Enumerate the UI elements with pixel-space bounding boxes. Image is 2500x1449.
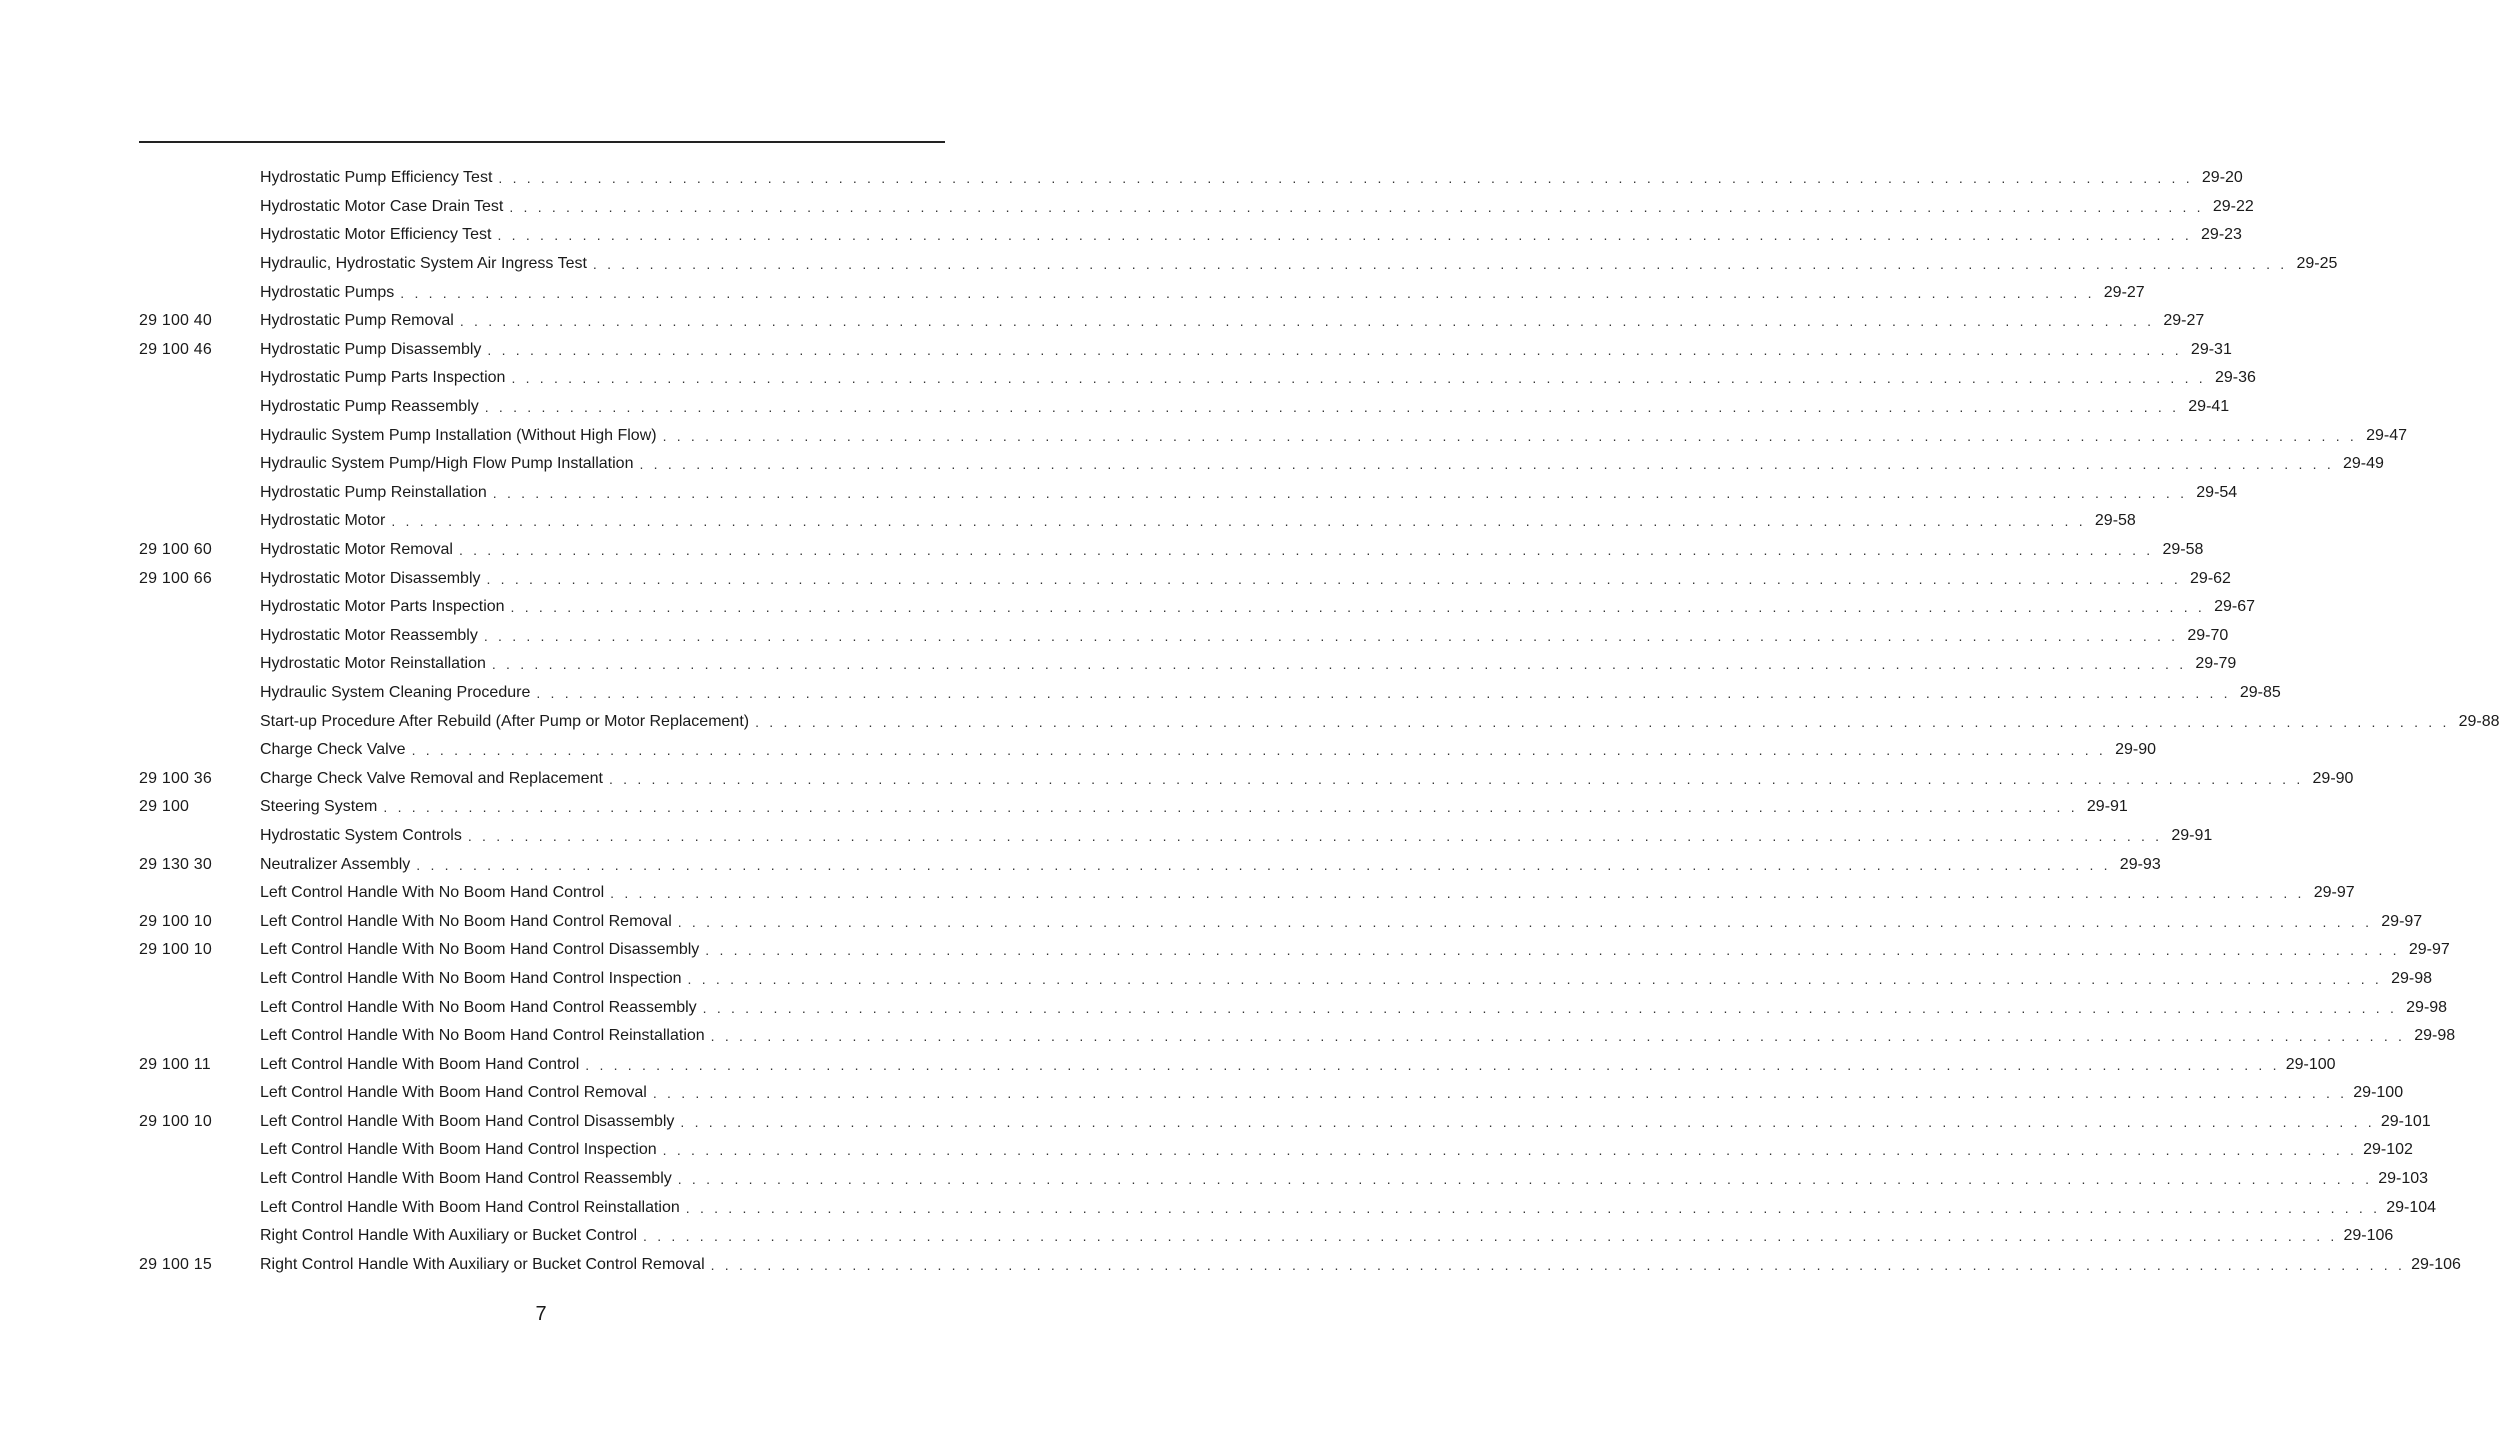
toc-entry[interactable] xyxy=(139,250,2338,279)
toc-entry[interactable] xyxy=(139,536,2204,565)
toc-entry[interactable] xyxy=(139,1136,2413,1165)
toc-entry-title[interactable]: Hydrostatic Motor Removal xyxy=(260,541,453,559)
toc-entry-title[interactable]: Hydraulic System Pump/High Flow Pump Installation xyxy=(260,455,634,473)
toc-entry-code: 29 100 xyxy=(139,798,190,816)
toc-entry-page[interactable]: 29-106 xyxy=(2411,1255,2461,1273)
toc-entry-page[interactable]: 29-20 xyxy=(2201,169,2243,187)
toc-entry-page[interactable]: 29-100 xyxy=(2285,1055,2336,1073)
toc-entry[interactable] xyxy=(139,1165,2429,1194)
toc-entry-dot-leader: . . . . . . . . . . . . . . . . . . . . . . . . . . . . . . . . . . . . . . . . . . . . . . . . . . . . . . . . . . . . . . . . . . . . . . . . . . . . . . . . . . . . . . . . . . . . . . . . . . . . . . . . . . . . . . . . . . . . . . . . xyxy=(416,856,2111,873)
toc-entry-code: 29 100 10 xyxy=(139,941,212,959)
toc-entry-page[interactable]: 29-62 xyxy=(2190,569,2231,587)
toc-entry-code: 29 100 66 xyxy=(139,569,212,587)
toc-entry-code: 29 100 40 xyxy=(139,312,212,330)
toc-entry[interactable] xyxy=(139,564,2231,593)
toc-entry-page[interactable]: 29-58 xyxy=(2094,512,2136,530)
toc-entry-dot-leader: . . . . . . . . . . . . . . . . . . . . . . . . . . . . . . . . . . . . . . . . . . . . . . . . . . . . . . . . . . . . . . . . . . . . . . . . . . . . . . . . . . . . . . . . . . . . . . . . . . . . . . . . . . . . . . . . . . . . . . . . xyxy=(511,370,2206,387)
toc-entry[interactable] xyxy=(139,707,2500,736)
toc-entry-page[interactable]: 29-41 xyxy=(2188,398,2230,416)
toc-entry[interactable] xyxy=(139,1193,2437,1222)
toc-entry-page[interactable]: 29-101 xyxy=(2380,1112,2431,1130)
toc-entry-page[interactable]: 29-98 xyxy=(2414,1027,2456,1045)
toc-entry-page[interactable]: 29-103 xyxy=(2378,1170,2429,1188)
toc-entry[interactable] xyxy=(139,421,2408,450)
toc-entry-title[interactable]: Hydrostatic Pump Parts Inspection xyxy=(260,369,506,387)
toc-entry[interactable] xyxy=(139,965,2432,994)
toc-entry-page[interactable]: 29-98 xyxy=(2391,969,2432,987)
toc-entry-title[interactable]: Neutralizer Assembly xyxy=(260,855,411,873)
toc-entry-title[interactable]: Left Control Handle With Boom Hand Control xyxy=(260,1055,580,1073)
toc-entry-code: 29 100 36 xyxy=(139,769,212,787)
top-rule xyxy=(139,141,945,143)
toc-entry-title[interactable]: Left Control Handle With Boom Hand Control Inspection xyxy=(260,1141,657,1159)
toc-entry-dot-leader: . . . . . . . . . . . . . . . . . . . . . . . . . . . . . . . . . . . . . . . . . . . . . . . . . . . . . . . . . . . . . . . . . . . . . . . . . . . . . . . . . . . . . . . . . . . . . . . . . . . . . . . . . . . . . . . . . . . . . . . . xyxy=(487,341,2182,358)
toc-entry-page[interactable]: 29-90 xyxy=(2312,769,2354,787)
toc-entry-page[interactable]: 29-27 xyxy=(2163,312,2205,330)
toc-entry-dot-leader: . . . . . . . . . . . . . . . . . . . . . . . . . . . . . . . . . . . . . . . . . . . . . . . . . . . . . . . . . . . . . . . . . . . . . . . . . . . . . . . . . . . . . . . . . . . . . . . . . . . . . . . . . . . . . . . . . . . . . . . . xyxy=(383,799,2078,816)
toc-entry-page[interactable]: 29-27 xyxy=(2103,283,2145,301)
toc-entry[interactable] xyxy=(139,850,2161,879)
toc-entry[interactable] xyxy=(139,1079,2404,1108)
toc-entry-page[interactable]: 29-93 xyxy=(2119,855,2161,873)
toc-entry[interactable] xyxy=(139,936,2450,965)
toc-entry[interactable] xyxy=(139,393,2230,422)
toc-entry-page[interactable]: 29-90 xyxy=(2115,741,2156,759)
toc-entry[interactable] xyxy=(139,479,2238,508)
page-number: 7 xyxy=(535,1303,547,1325)
toc-entry-dot-leader: . . . . . . . . . . . . . . . . . . . . . . . . . . . . . . . . . . . . . . . . . . . . . . . . . . . . . . . . . . . . . . . . . . . . . . . . . . . . . . . . . . . . . . . . . . . . . . . . . . . . . . . . . . . . . . . . . . . . . . . . xyxy=(677,1171,2373,1188)
toc-entry-title[interactable]: Left Control Handle With No Boom Hand Control Removal xyxy=(260,912,672,930)
toc-entry-page[interactable]: 29-22 xyxy=(2212,197,2254,215)
toc-entry-page[interactable]: 29-91 xyxy=(2171,826,2213,844)
toc-entry-page[interactable]: 29-70 xyxy=(2187,626,2229,644)
toc-entry-code: 29 100 11 xyxy=(139,1055,211,1073)
toc-entry[interactable] xyxy=(139,450,2384,479)
toc-entry-dot-leader: . . . . . . . . . . . . . . . . . . . . . . . . . . . . . . . . . . . . . . . . . . . . . . . . . . . . . . . . . . . . . . . . . . . . . . . . . . . . . . . . . . . . . . . . . . . . . . . . . . . . . . . . . . . . . . . . . . . . . . . . xyxy=(510,599,2205,616)
toc-entry-dot-leader: . . . . . . . . . . . . . . . . . . . . . . . . . . . . . . . . . . . . . . . . . . . . . . . . . . . . . . . . . . . . . . . . . . . . . . . . . . . . . . . . . . . . . . . . . . . . . . . . . . . . . . . . . . . . . . . . . . . . . . . . xyxy=(710,1028,2406,1045)
toc-entry-dot-leader: . . . . . . . . . . . . . . . . . . . . . . . . . . . . . . . . . . . . . . . . . . . . . . . . . . . . . . . . . . . . . . . . . . . . . . . . . . . . . . . . . . . . . . . . . . . . . . . . . . . . . . . . . . . . . . . . . . . . . . . . xyxy=(491,656,2187,673)
toc-entry-title[interactable]: Charge Check Valve Removal and Replacement xyxy=(260,769,603,787)
toc-entry-code: 29 100 60 xyxy=(139,541,212,559)
toc-entry-page[interactable]: 29-98 xyxy=(2406,998,2448,1016)
toc-entry-dot-leader: . . . . . . . . . . . . . . . . . . . . . . . . . . . . . . . . . . . . . . . . . . . . . . . . . . . . . . . . . . . . . . . . . . . . . . . . . . . . . . . . . . . . . . . . . . . . . . . . . . . . . . . . . . . . . . . . . . . . . . . . xyxy=(639,456,2334,473)
toc-entry-dot-leader: . . . . . . . . . . . . . . . . . . . . . . . . . . . . . . . . . . . . . . . . . . . . . . . . . . . . . . . . . . . . . . . . . . . . . . . . . . . . . . . . . . . . . . . . . . . . . . . . . . . . . . . . . . . . . . . . . . . . . . . . xyxy=(662,427,2358,444)
toc-entry-title[interactable]: Start-up Procedure After Rebuild (After Pump or Motor Replacement) xyxy=(260,712,750,730)
toc-entry[interactable] xyxy=(139,193,2254,222)
toc-entry-title[interactable]: Right Control Handle With Auxiliary or Bucket Control xyxy=(260,1227,638,1245)
toc-entry-dot-leader: . . . . . . . . . . . . . . . . . . . . . . . . . . . . . . . . . . . . . . . . . . . . . . . . . . . . . . . . . . . . . . . . . . . . . . . . . . . . . . . . . . . . . . . . . . . . . . . . . . . . . . . . . . . . . . . . . . . . . . . . xyxy=(680,1113,2375,1130)
toc-entry-page[interactable]: 29-104 xyxy=(2386,1198,2437,1216)
toc-entry-page[interactable]: 29-100 xyxy=(2353,1084,2404,1102)
toc-entry-dot-leader: . . . . . . . . . . . . . . . . . . . . . . . . . . . . . . . . . . . . . . . . . . . . . . . . . . . . . . . . . . . . . . . . . . . . . . . . . . . . . . . . . . . . . . . . . . . . . . . . . . . . . . . . . . . . . . . . . . . . . . . . xyxy=(610,885,2305,902)
toc-entry-title[interactable]: Hydrostatic Motor Reinstallation xyxy=(260,655,486,673)
toc-entry-dot-leader: . . . . . . . . . . . . . . . . . . . . . . . . . . . . . . . . . . . . . . . . . . . . . . . . . . . . . . . . . . . . . . . . . . . . . . . . . . . . . . . . . . . . . . . . . . . . . . . . . . . . . . . . . . . . . . . . . . . . . . . . xyxy=(609,770,2304,787)
toc-entry-page[interactable]: 29-25 xyxy=(2296,255,2338,273)
toc-entry-title[interactable]: Hydrostatic System Controls xyxy=(260,826,462,844)
toc-entry-title[interactable]: Hydraulic System Cleaning Procedure xyxy=(260,683,531,701)
toc-entry-page[interactable]: 29-36 xyxy=(2214,369,2256,387)
toc-entry-page[interactable]: 29-49 xyxy=(2343,455,2384,473)
toc-entry-dot-leader: . . . . . . . . . . . . . . . . . . . . . . . . . . . . . . . . . . . . . . . . . . . . . . . . . . . . . . . . . . . . . . . . . . . . . . . . . . . . . . . . . . . . . . . . . . . . . . . . . . . . . . . . . . . . . . . . . . . . . . . . xyxy=(509,198,2204,215)
toc-entry-title[interactable]: Hydraulic, Hydrostatic System Air Ingress Test xyxy=(260,255,587,273)
toc-entry-title[interactable]: Hydrostatic Pump Reassembly xyxy=(260,398,479,416)
toc-entry[interactable] xyxy=(139,507,2136,536)
toc-entry-title[interactable]: Left Control Handle With Boom Hand Control Reassembly xyxy=(260,1170,672,1188)
toc-entry-dot-leader: . . . . . . . . . . . . . . . . . . . . . . . . . . . . . . . . . . . . . . . . . . . . . . . . . . . . . . . . . . . . . . . . . . . . . . . . . . . . . . . . . . . . . . . . . . . . . . . . . . . . . . . . . . . . . . . . . . . . . . . . xyxy=(702,999,2398,1016)
toc-entry-title[interactable]: Hydrostatic Pump Disassembly xyxy=(260,340,482,358)
toc-entry-code: 29 100 15 xyxy=(139,1255,212,1273)
toc-entry-dot-leader: . . . . . . . . . . . . . . . . . . . . . . . . . . . . . . . . . . . . . . . . . . . . . . . . . . . . . . . . . . . . . . . . . . . . . . . . . . . . . . . . . . . . . . . . . . . . . . . . . . . . . . . . . . . . . . . . . . . . . . . . xyxy=(498,170,2193,187)
toc-entry[interactable] xyxy=(139,679,2281,708)
toc-entry-dot-leader: . . . . . . . . . . . . . . . . . . . . . . . . . . . . . . . . . . . . . . . . . . . . . . . . . . . . . . . . . . . . . . . . . . . . . . . . . . . . . . . . . . . . . . . . . . . . . . . . . . . . . . . . . . . . . . . . . . . . . . . . xyxy=(592,256,2288,273)
toc-entry[interactable] xyxy=(139,879,2355,908)
toc-entry-page[interactable]: 29-58 xyxy=(2162,541,2204,559)
toc-entry-dot-leader: . . . . . . . . . . . . . . . . . . . . . . . . . . . . . . . . . . . . . . . . . . . . . . . . . . . . . . . . . . . . . . . . . . . . . . . . . . . . . . . . . . . . . . . . . . . . . . . . . . . . . . . . . . . . . . . . . . . . . . . . xyxy=(483,627,2179,644)
toc-entry-page[interactable]: 29-97 xyxy=(2313,884,2355,902)
toc-entry-title[interactable]: Left Control Handle With No Boom Hand Control Reinstallation xyxy=(260,1027,705,1045)
toc-entry-dot-leader: . . . . . . . . . . . . . . . . . . . . . . . . . . . . . . . . . . . . . . . . . . . . . . . . . . . . . . . . . . . . . . . . . . . . . . . . . . . . . . . . . . . . . . . . . . . . . . . . . . . . . . . . . . . . . . . . . . . . . . . . xyxy=(643,1228,2338,1245)
toc-entry-dot-leader: . . . . . . . . . . . . . . . . . . . . . . . . . . . . . . . . . . . . . . . . . . . . . . . . . . . . . . . . . . . . . . . . . . . . . . . . . . . . . . . . . . . . . . . . . . . . . . . . . . . . . . . . . . . . . . . . . . . . . . . . xyxy=(685,1199,2381,1216)
toc-entry-page[interactable]: 29-106 xyxy=(2343,1227,2394,1245)
toc-entry-dot-leader: . . . . . . . . . . . . . . . . . . . . . . . . . . . . . . . . . . . . . . . . . . . . . . . . . . . . . . . . . . . . . . . . . . . . . . . . . . . . . . . . . . . . . . . . . . . . . . . . . . . . . . . . . . . . . . . . . . . . . . . . xyxy=(705,942,2400,959)
toc-entry-dot-leader: . . . . . . . . . . . . . . . . . . . . . . . . . . . . . . . . . . . . . . . . . . . . . . . . . . . . . . . . . . . . . . . . . . . . . . . . . . . . . . . . . . . . . . . . . . . . . . . . . . . . . . . . . . . . . . . . . . . . . . . . xyxy=(467,827,2163,844)
toc-entry-title[interactable]: Hydrostatic Motor xyxy=(260,512,386,530)
toc-entry-title[interactable]: Left Control Handle With No Boom Hand Control Inspection xyxy=(260,969,682,987)
toc-entry-title[interactable]: Left Control Handle With No Boom Hand Control xyxy=(260,884,605,902)
toc-entry-title[interactable]: Hydrostatic Motor Efficiency Test xyxy=(260,226,492,244)
toc-entry[interactable] xyxy=(139,907,2423,936)
toc-entry-title[interactable]: Left Control Handle With Boom Hand Control Disassembly xyxy=(260,1112,675,1130)
toc-entry-page[interactable]: 29-102 xyxy=(2363,1141,2413,1159)
toc-entry-title[interactable]: Hydraulic System Pump Installation (Without High Flow) xyxy=(260,426,657,444)
toc-entry[interactable] xyxy=(139,221,2242,250)
toc-entry-code: 29 130 30 xyxy=(139,855,212,873)
toc-entry-page[interactable]: 29-97 xyxy=(2381,912,2423,930)
toc-entry[interactable] xyxy=(139,336,2232,365)
toc-entry-dot-leader: . . . . . . . . . . . . . . . . . . . . . . . . . . . . . . . . . . . . . . . . . . . . . . . . . . . . . . . . . . . . . . . . . . . . . . . . . . . . . . . . . . . . . . . . . . . . . . . . . . . . . . . . . . . . . . . . . . . . . . . . xyxy=(486,570,2181,587)
toc-entry-title[interactable]: Steering System xyxy=(260,798,378,816)
toc-entry[interactable] xyxy=(139,1108,2431,1137)
toc-entry-dot-leader: . . . . . . . . . . . . . . . . . . . . . . . . . . . . . . . . . . . . . . . . . . . . . . . . . . . . . . . . . . . . . . . . . . . . . . . . . . . . . . . . . . . . . . . . . . . . . . . . . . . . . . . . . . . . . . . . . . . . . . . . xyxy=(459,313,2155,330)
toc-entry-title[interactable]: Hydrostatic Pump Efficiency Test xyxy=(260,169,493,187)
toc-entry-title[interactable]: Right Control Handle With Auxiliary or Bucket Control Removal xyxy=(260,1255,705,1273)
toc-entry-title[interactable]: Hydrostatic Motor Disassembly xyxy=(260,569,481,587)
toc-entry-title[interactable]: Hydrostatic Motor Parts Inspection xyxy=(260,598,505,616)
toc-entry[interactable] xyxy=(139,593,2255,622)
toc-entry-dot-leader: . . . . . . . . . . . . . . . . . . . . . . . . . . . . . . . . . . . . . . . . . . . . . . . . . . . . . . . . . . . . . . . . . . . . . . . . . . . . . . . . . . . . . . . . . . . . . . . . . . . . . . . . . . . . . . . . . . . . . . . . xyxy=(536,684,2231,701)
toc-entry-page[interactable]: 29-91 xyxy=(2086,798,2128,816)
toc-entry-dot-leader: . . . . . . . . . . . . . . . . . . . . . . . . . . . . . . . . . . . . . . . . . . . . . . . . . . . . . . . . . . . . . . . . . . . . . . . . . . . . . . . . . . . . . . . . . . . . . . . . . . . . . . . . . . . . . . . . . . . . . . . . xyxy=(411,742,2106,759)
toc-entry[interactable] xyxy=(139,822,2213,851)
toc-entry[interactable] xyxy=(139,1022,2456,1051)
toc-entry[interactable] xyxy=(139,736,2156,765)
toc-entry-title[interactable]: Hydrostatic Pump Removal xyxy=(260,312,454,330)
toc-entry-page[interactable]: 29-54 xyxy=(2196,483,2238,501)
toc-entry-page[interactable]: 29-47 xyxy=(2366,426,2408,444)
toc-entry-title[interactable]: Left Control Handle With No Boom Hand Control Reassembly xyxy=(260,998,697,1016)
toc-entry-title[interactable]: Left Control Handle With Boom Hand Control Reinstallation xyxy=(260,1198,680,1216)
toc-entry[interactable] xyxy=(139,307,2205,336)
toc-entry-dot-leader: . . . . . . . . . . . . . . . . . . . . . . . . . . . . . . . . . . . . . . . . . . . . . . . . . . . . . . . . . . . . . . . . . . . . . . . . . . . . . . . . . . . . . . . . . . . . . . . . . . . . . . . . . . . . . . . . . . . . . . . . xyxy=(492,484,2188,501)
toc-entry[interactable] xyxy=(139,1050,2336,1079)
toc-entry-page[interactable]: 29-79 xyxy=(2195,655,2237,673)
toc-entry[interactable] xyxy=(139,764,2354,793)
toc-entry-dot-leader: . . . . . . . . . . . . . . . . . . . . . . . . . . . . . . . . . . . . . . . . . . . . . . . . . . . . . . . . . . . . . . . . . . . . . . . . . . . . . . . . . . . . . . . . . . . . . . . . . . . . . . . . . . . . . . . . . . . . . . . . xyxy=(585,1056,2280,1073)
toc-entry-title[interactable]: Hydrostatic Motor Reassembly xyxy=(260,626,478,644)
toc-entry-dot-leader: . . . . . . . . . . . . . . . . . . . . . . . . . . . . . . . . . . . . . . . . . . . . . . . . . . . . . . . . . . . . . . . . . . . . . . . . . . . . . . . . . . . . . . . . . . . . . . . . . . . . . . . . . . . . . . . . . . . . . . . . xyxy=(497,227,2192,244)
toc-entry-dot-leader: . . . . . . . . . . . . . . . . . . . . . . . . . . . . . . . . . . . . . . . . . . . . . . . . . . . . . . . . . . . . . . . . . . . . . . . . . . . . . . . . . . . . . . . . . . . . . . . . . . . . . . . . . . . . . . . . . . . . . . . . xyxy=(652,1085,2348,1102)
toc-entry-page[interactable]: 29-67 xyxy=(2214,598,2255,616)
toc-entry-dot-leader: . . . . . . . . . . . . . . . . . . . . . . . . . . . . . . . . . . . . . . . . . . . . . . . . . . . . . . . . . . . . . . . . . . . . . . . . . . . . . . . . . . . . . . . . . . . . . . . . . . . . . . . . . . . . . . . . . . . . . . . . xyxy=(755,713,2450,730)
toc-entry[interactable] xyxy=(139,650,2237,679)
toc-entry-code: 29 100 10 xyxy=(139,1112,212,1130)
toc-entry[interactable] xyxy=(139,622,2229,651)
toc-entry-title[interactable]: Hydrostatic Pumps xyxy=(260,283,395,301)
toc-entry-dot-leader: . . . . . . . . . . . . . . . . . . . . . . . . . . . . . . . . . . . . . . . . . . . . . . . . . . . . . . . . . . . . . . . . . . . . . . . . . . . . . . . . . . . . . . . . . . . . . . . . . . . . . . . . . . . . . . . . . . . . . . . . xyxy=(687,970,2382,987)
toc-entry[interactable] xyxy=(139,993,2448,1022)
toc-entry[interactable] xyxy=(139,793,2128,822)
toc-entry[interactable] xyxy=(139,278,2145,307)
toc-entry[interactable] xyxy=(139,1251,2461,1280)
toc-entry-page[interactable]: 29-88 xyxy=(2458,712,2500,730)
toc-entry-title[interactable]: Hydrostatic Pump Reinstallation xyxy=(260,483,487,501)
toc-entry-page[interactable]: 29-85 xyxy=(2239,683,2281,701)
toc-entry-title[interactable]: Left Control Handle With No Boom Hand Control Disassembly xyxy=(260,941,700,959)
toc-entry-page[interactable]: 29-97 xyxy=(2408,941,2450,959)
toc-entry-dot-leader: . . . . . . . . . . . . . . . . . . . . . . . . . . . . . . . . . . . . . . . . . . . . . . . . . . . . . . . . . . . . . . . . . . . . . . . . . . . . . . . . . . . . . . . . . . . . . . . . . . . . . . . . . . . . . . . . . . . . . . . . xyxy=(458,542,2154,559)
toc-entry-dot-leader: . . . . . . . . . . . . . . . . . . . . . . . . . . . . . . . . . . . . . . . . . . . . . . . . . . . . . . . . . . . . . . . . . . . . . . . . . . . . . . . . . . . . . . . . . . . . . . . . . . . . . . . . . . . . . . . . . . . . . . . . xyxy=(677,913,2373,930)
toc-entry-dot-leader: . . . . . . . . . . . . . . . . . . . . . . . . . . . . . . . . . . . . . . . . . . . . . . . . . . . . . . . . . . . . . . . . . . . . . . . . . . . . . . . . . . . . . . . . . . . . . . . . . . . . . . . . . . . . . . . . . . . . . . . . xyxy=(391,513,2086,530)
toc-entry-code: 29 100 10 xyxy=(139,912,212,930)
toc-entry-dot-leader: . . . . . . . . . . . . . . . . . . . . . . . . . . . . . . . . . . . . . . . . . . . . . . . . . . . . . . . . . . . . . . . . . . . . . . . . . . . . . . . . . . . . . . . . . . . . . . . . . . . . . . . . . . . . . . . . . . . . . . . . xyxy=(484,399,2180,416)
toc-entry-title[interactable]: Hydrostatic Motor Case Drain Test xyxy=(260,197,504,215)
toc-entry[interactable] xyxy=(139,364,2256,393)
toc-entry-dot-leader: . . . . . . . . . . . . . . . . . . . . . . . . . . . . . . . . . . . . . . . . . . . . . . . . . . . . . . . . . . . . . . . . . . . . . . . . . . . . . . . . . . . . . . . . . . . . . . . . . . . . . . . . . . . . . . . . . . . . . . . . xyxy=(710,1256,2406,1273)
toc-entry[interactable] xyxy=(139,164,2243,193)
toc-entry-dot-leader: . . . . . . . . . . . . . . . . . . . . . . . . . . . . . . . . . . . . . . . . . . . . . . . . . . . . . . . . . . . . . . . . . . . . . . . . . . . . . . . . . . . . . . . . . . . . . . . . . . . . . . . . . . . . . . . . . . . . . . . . xyxy=(400,284,2095,301)
toc-entry-dot-leader: . . . . . . . . . . . . . . . . . . . . . . . . . . . . . . . . . . . . . . . . . . . . . . . . . . . . . . . . . . . . . . . . . . . . . . . . . . . . . . . . . . . . . . . . . . . . . . . . . . . . . . . . . . . . . . . . . . . . . . . . xyxy=(662,1142,2358,1159)
toc-entry-page[interactable]: 29-23 xyxy=(2201,226,2242,244)
table-of-contents xyxy=(139,164,2500,1279)
toc-entry-title[interactable]: Left Control Handle With Boom Hand Control Removal xyxy=(260,1084,647,1102)
toc-entry[interactable] xyxy=(139,1222,2394,1251)
toc-entry-code: 29 100 46 xyxy=(139,340,212,358)
toc-entry-page[interactable]: 29-31 xyxy=(2190,340,2232,358)
toc-entry-title[interactable]: Charge Check Valve xyxy=(260,741,406,759)
